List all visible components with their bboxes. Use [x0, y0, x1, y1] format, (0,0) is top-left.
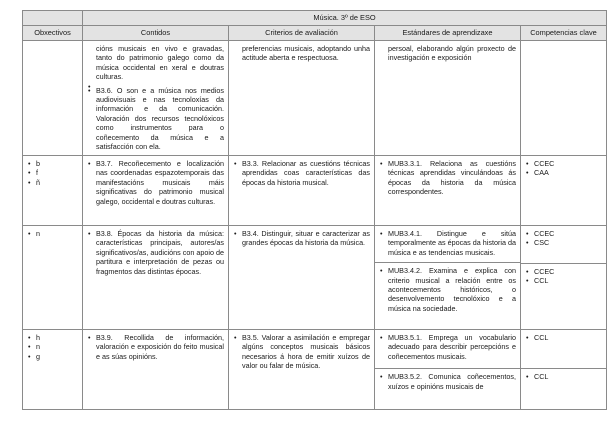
list-item: • B3.7. Recoñecemento e localización nas coordenadas espazotemporais das manifestacións musicais máis significativas do patrimonio musical galego, occidental e doutras culturas.: [87, 159, 224, 206]
table-title: Música. 3º de ESO: [83, 11, 607, 26]
list-item: • CCEC: [525, 159, 602, 168]
list-item: • B3.3. Relacionar as cuestións técnicas aprendidas coas características das épocas da historia musical.: [233, 159, 370, 187]
list-item: • B3.8. Épocas da historia da música: características principais, autores/as significativos/as, audicións con apoio de partitura e interpretación de pezas ou fragmentos das distintas épocas.: [87, 229, 224, 276]
table-row: [23, 156, 607, 226]
list-item: • MUB3.5.1. Emprega un vocabulario adecuado para describir percepcións e coñecementos musicais.: [379, 333, 516, 361]
table-row: [23, 330, 607, 410]
objectivos-cell: [23, 330, 83, 410]
objectivos-cell: [23, 41, 83, 156]
list-item: • CCEC: [525, 267, 602, 276]
criterios-cell: [229, 330, 375, 410]
list-item: • n: [27, 229, 78, 238]
estandares-cell: [375, 226, 521, 330]
list-item: • n: [27, 342, 78, 351]
competencias-cell: [521, 226, 607, 330]
header-competencias: Competencias clave: [521, 26, 607, 41]
list-item: • ñ: [27, 178, 78, 187]
list-item: • B3.4. Distinguir, situar e caracterizar as grandes épocas da historia da música.: [233, 229, 370, 248]
list-item: • CCL: [525, 276, 602, 285]
list-item: • CCL: [525, 372, 602, 381]
list-item: • b: [27, 159, 78, 168]
estandares-cell: [375, 41, 521, 156]
list-item: • MUB3.3.1. Relaciona as cuestións técnicas aprendidas vinculándoas ás épocas da historia da música correspondentes.: [379, 159, 516, 197]
header-objectivos: Obxectivos: [23, 26, 83, 41]
criterios-cell: [229, 226, 375, 330]
list-item: • g: [27, 352, 78, 361]
list-item: • B3.9. Recollida de información, valoración e exposición do feito musical e as súas opinións.: [87, 333, 224, 361]
list-item: • CSC: [525, 238, 602, 247]
list-item: • CCL: [525, 333, 602, 342]
list-item: • B3.5. Valorar a asimilación e empregar algúns conceptos musicais básicos necesarios á hora de emitir xuízos de valor ou falar de música.: [233, 333, 370, 371]
blank-corner-cell: [23, 11, 83, 26]
contidos-cell: [83, 330, 229, 410]
list-item: preferencias musicais, adoptando unha actitude aberta e respectuosa.: [242, 44, 370, 63]
header-estandares: Estándares de aprendizaxe: [375, 26, 521, 41]
competencias-cell: [521, 156, 607, 226]
objectivos-cell: [23, 156, 83, 226]
criterios-cell: [229, 41, 375, 156]
list-item: • MUB3.5.2. Comunica coñecementos, xuízos e opinións musicais de: [379, 372, 516, 391]
list-item: • B3.6. O son e a música nos medios audiovisuais e nas tecnoloxías da información e da comunicación. Valoración dos recursos tecnolóxicos como instrumentos para o coñecemento da música e a satisfacción con ela.: [87, 86, 224, 152]
list-item: cións musicais en vivo e gravadas, tanto do patrimonio galego como da música occidental en xeral e doutras culturas.: [96, 44, 224, 82]
objectivos-cell: [23, 226, 83, 330]
estandares-cell: [375, 330, 521, 410]
table-row: [23, 41, 607, 156]
competencias-cell: [521, 41, 607, 156]
header-criterios: Criterios de avaliación: [229, 26, 375, 41]
list-item: • CCEC: [525, 229, 602, 238]
list-item: • MUB3.4.2. Examina e explica con criterio musical a relación entre os acontecementos históricos, o desenvolvemento tecnolóxico e a música na sociedade.: [379, 266, 516, 313]
header-contidos: Contidos: [83, 26, 229, 41]
criterios-cell: [229, 156, 375, 226]
list-item: • f: [27, 168, 78, 177]
contidos-cell: [83, 226, 229, 330]
list-item: • h: [27, 333, 78, 342]
curriculum-table: [22, 10, 607, 410]
list-item: • MUB3.4.1. Distingue e sitúa temporalmente as épocas da historia da música e as tendencias musicais.: [379, 229, 516, 257]
list-item: • CAA: [525, 168, 602, 177]
contidos-cell: [83, 41, 229, 156]
competencias-cell: [521, 330, 607, 410]
list-item: persoal, elaborando algún proxecto de investigación e exposición: [388, 44, 516, 63]
table-row: [23, 226, 607, 330]
estandares-cell: [375, 156, 521, 226]
contidos-cell: [83, 156, 229, 226]
